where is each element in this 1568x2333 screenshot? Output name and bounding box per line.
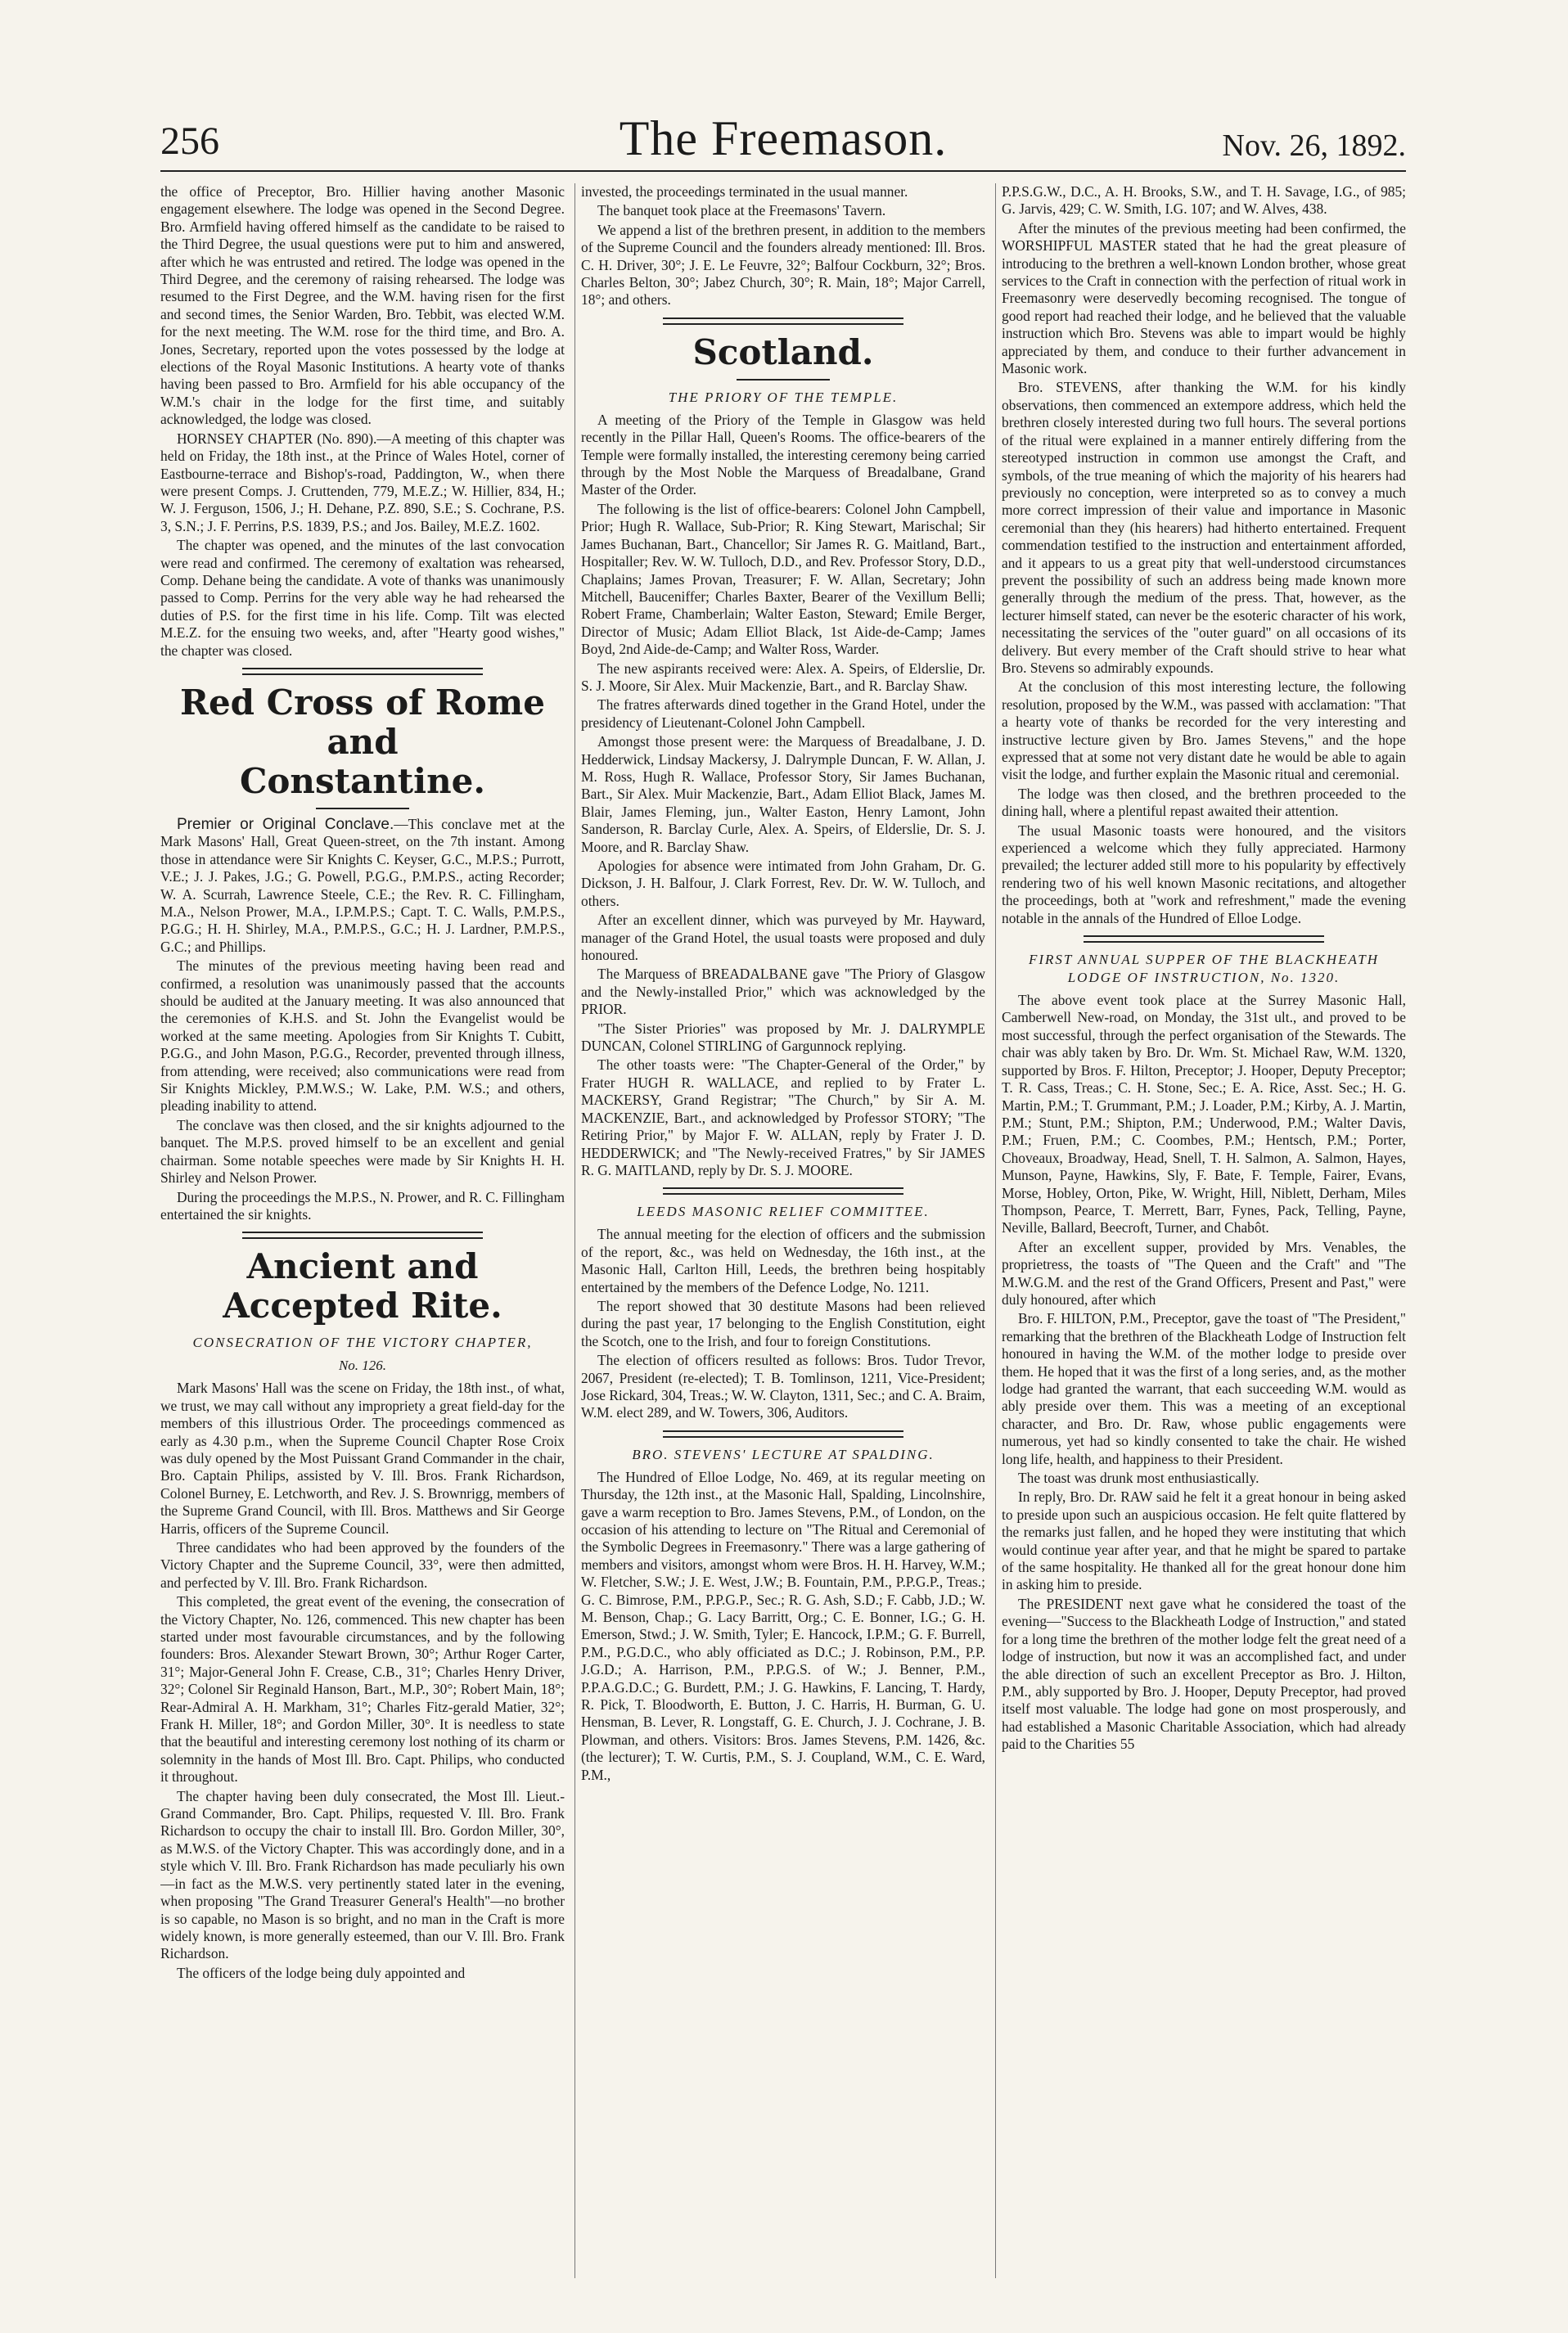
paragraph: The Marquess of BREADALBANE gave "The Priory of Glasgow and the Newly-installed Prior," which was acknowledged by the PRIOR. bbox=[581, 966, 985, 1018]
paragraph: Apologies for absence were intimated from John Graham, Dr. G. Dickson, J. H. Balfour, J. Clark Forrest, Rev. Dr. W. W. Tulloch, and others. bbox=[581, 858, 985, 909]
paragraph: The minutes of the previous meeting having been read and confirmed, a resolution was unanimously passed that the accounts should be audited at the January meeting. It was also announced that the ceremonies of K.H.S. and St. John the Evangelist would be worked at the same meeting. Apologies from Sir Knights T. Cubitt, P.G.G., and John Mason, P.G.G., Recorder, prevented through illness, from attending, were received; also communications were read from Sir Knights Mickley, P.M.W.S.; W. Lake, P.M. W.S.; and others, pleading inability to attend. bbox=[160, 957, 565, 1115]
paragraph: Bro. STEVENS, after thanking the W.M. for his kindly observations, then commenced an extempore address, which held the brethren closely interested during two full hours. The several portions of the ritual were explained in a manner entirely differing from the stereotyped instruction in common use amongst the Craft, and symbols, of the true meaning of which the majority of his hearers had previously no conception, were interpreted so as to convey a much more correct impression of their value and importance in Masonic ceremonial than they (his hearers) had hitherto entertained. Frequent commendation testified to the instruction and entertainment afforded, and it appears to us a great pity that well-understood circumstances prevent the possibility of such an address being made known more generally through the medium of the press. That, however, as the lecturer himself stated, can never be the esoteric character of his work, necessitating the services of the "outer guard" on all occasions of its delivery. But every member of the Craft should strive to hear what Bro. Stevens so admirably expounds. bbox=[1002, 379, 1406, 676]
paragraph: During the proceedings the M.P.S., N. Prower, and R. C. Fillingham entertained the sir knights. bbox=[160, 1188, 565, 1223]
column-rule-left bbox=[574, 183, 575, 2278]
section-divider bbox=[242, 1232, 483, 1239]
section-divider bbox=[663, 1187, 903, 1195]
subheading-line: LODGE OF INSTRUCTION, No. 1320. bbox=[1067, 970, 1340, 986]
paragraph: The report showed that 30 destitute Masons had been relieved during the past year, 17 belonging to the English Constitution, eight the Scotch, one to the Irish, and four to foreign Constitutions. bbox=[581, 1297, 985, 1349]
subheading: CONSECRATION OF THE VICTORY CHAPTER, bbox=[192, 1335, 533, 1351]
paragraph: HORNSEY CHAPTER (No. 890).—A meeting of this chapter was held on Friday, the 18th inst., at the Prince of Wales Hotel, corner of Eastbourne-terrace and Bishop's-road, Paddington, W., when there were present Comps. J. Cruttenden, 779, M.E.Z.; W. Hillier, 834, H.; W. J. Ferguson, 1506, J.; H. Dehane, P.Z. 890, S.E.; S. Cochrane, P.S. 3, S.N.; J. F. Perrins, P.S. 1839, P.S.; and Jos. Bailey, M.E.Z. 1602. bbox=[160, 430, 565, 534]
paragraph: Mark Masons' Hall was the scene on Friday, the 18th inst., of what, we trust, we may call without any impropriety a great field-day for the members of this illustrious Order. The proceedings commenced as early as 4.30 p.m., when the Supreme Council Chapter Rose Croix was duly opened by the Most Puissant Grand Commander in the chair, Bro. Captain Philips, assisted by V. Ill. Bros. Frank Richardson, Colonel Burney, E. Letchworth, and Rev. J. S. Brownrigg, members of the Supreme Grand Council, with Ill. Bros. Matthews and Sir George Harris, officers of the Supreme Council. bbox=[160, 1380, 565, 1537]
page-number: 256 bbox=[160, 119, 219, 163]
paragraph: The annual meeting for the election of officers and the submission of the report, &c., was held on Wednesday, the 16th inst., at the Masonic Hall, Carlton Hill, Leeds, the brethren being hospitably entertained by the members of the Defence Lodge, No. 1211. bbox=[581, 1226, 985, 1295]
heading-line: Red Cross of Rome and bbox=[180, 682, 545, 762]
subheading: LEEDS MASONIC RELIEF COMMITTEE. bbox=[637, 1204, 930, 1220]
lead-in: Premier or Original Conclave. bbox=[177, 815, 394, 833]
masthead bbox=[160, 105, 1406, 172]
column-rule-right bbox=[995, 183, 996, 2278]
paragraph: The election of officers resulted as follows: Bros. Tudor Trevor, 2067, President (re-elected); T. B. Tomlinson, 1211, Vice-President; Jose Rickard, 304, Treas.; W. W. Clayton, 1311, Sec.; and C. A. Braim, W.M. elect 289, and W. Towers, 306, Auditors. bbox=[581, 1352, 985, 1421]
short-rule bbox=[316, 808, 409, 809]
paragraph: In reply, Bro. Dr. RAW said he felt it a great honour in being asked to preside upon such an auspicious occasion. He felt quite flattered by the remarks just fallen, and he hoped they were instituting that which would continue year after year, and that he might be spared to partake of the same hospitality. He thanked all for the great honour done him in asking him to preside. bbox=[1002, 1489, 1406, 1593]
paragraph: The Hundred of Elloe Lodge, No. 469, at its regular meeting on Thursday, the 12th inst., at the Masonic Hall, Spalding, Lincolnshire, gave a warm reception to Bro. James Stevens, P.M., of London, on the occasion of his attending to lecture on "The Ritual and Ceremonial of the Symbolic Degrees in Freemasonry." There was a large gathering of members and visitors, amongst whom were Bros. H. H. Harvey, W.M.; W. Fletcher, S.W.; J. E. West, J.W.; B. Fountain, P.M., P.P.G.P., Treas.; G. C. Bimrose, P.M., P.P.G.P., Sec.; R. G. Ash, S.D.; F. Cabb, J.D.; W. M. Benson, Chap.; G. Lacy Barritt, Org.; C. E. Bonner, I.G.; G. H. Emerson, Stwd.; J. W. Smith, Tyler; E. Hancock, I.P.M.; G. F. Burrell, P.M., P.G.D.C., who ably officiated as D.C.; J. Robinson, P.M., P.P. J.G.D.; A. Harrison, P.M., P.P.G.S. of W.; J. Benner, P.M., P.P.A.G.D.C.; G. Burdett, P.M.; J. G. Hawkins, F. Lancing, T. Hardy, R. Pick, T. Bloodworth, E. Button, J. C. Harris, H. Burman, G. U. Hensman, B. Lever, R. Longstaff, G. E. Church, J. J. Cochrane, J. B. Plowman, and others. Visitors: Bros. James Stevens, P.M. 1426, &c. (the lecturer); T. W. Curtis, P.M., S. J. Coupland, W.M., C. E. Ward, P.M., bbox=[581, 1468, 985, 1783]
paragraph: The above event took place at the Surrey Masonic Hall, Camberwell New-road, on Monday, the 31st ult., and proved to be most successful, through the perfect organisation of the Stewards. The chair was ably taken by Bro. Dr. Wm. St. Michael Raw, W.M. 1320, supported by Bros. F. Hilton, Preceptor; J. Hooper, Deputy Preceptor; T. R. Cass, Treas.; C. H. Stone, Sec.; E. A. Rice, Asst. Sec.; H. G. Martin, P.M.; T. Grummant, P.M.; J. Loader, P.M.; Kirby, A. J. Martin, P.M.; Stunt, P.M.; Shipton, P.M.; Underwood, P.M.; Walter Davis, P.M.; Fruen, P.M.; C. Coombes, P.M.; Hentsch, P.M.; Porter, Choveaux, Broadway, Head, Snell, T. H. Salmon, A. Salmon, Hayes, Munson, Payne, Hawkins, Sly, F. Bate, F. Temple, Fairer, Evans, Morse, Hobley, Orton, Pike, W. Wright, Hill, Niblett, Derham, Miles Thompson, Pearce, T. Merrett, Barr, Fynes, Pack, Telling, Payne, Neville, Ballard, Beecroft, Turner, and Chabôt. bbox=[1002, 992, 1406, 1236]
heading-line: Constantine. bbox=[239, 760, 485, 801]
paragraph: the office of Preceptor, Bro. Hillier having another Masonic engagement elsewhere. The lodge was opened in the Second Degree. Bro. Armfield having offered himself as the candidate to be raised to the Third Degree, the usual questions were put to him and answered, after which he was entrusted and retired. The lodge was opened in the Third Degree, and the ceremony of raising rehearsed. The lodge was resumed to the First Degree, and the W.M. having risen for the first and second times, the Senior Warden, Bro. Tebbit, was elected W.M. for the next meeting. The W.M. rose for the third time, and Bro. A. Jones, Secretary, reported upon the votes possessed by the lodge at elections of the Royal Masonic Institutions. A hearty vote of thanks having been passed to Bro. Armfield for his able occupancy of the W.M.'s chair in the lodge for the first time, and suitably acknowledged, the lodge was closed. bbox=[160, 183, 565, 428]
paragraph: The conclave was then closed, and the sir knights adjourned to the banquet. The M.P.S. proved himself to be an excellent and genial chairman. Some notable speeches were made by Sir Knights H. H. Shirley and Nelson Prower. bbox=[160, 1116, 565, 1187]
paragraph: Amongst those present were: the Marquess of Breadalbane, J. D. Hedderwick, Lindsay Mackersy, J. Dalrymple Duncan, F. W. Allan, J. M. Ross, Hugh R. Wallace, Professor Story, Sir James Buchanan, Bart., Sir Alex. Muir Mackenzie, Bart., Adam Elliot Black, James M. Blair, James Fleming, jun., Walter Easton, Henry Lamont, John Sanderson, R. Barclay Curle, Alex. A. Speirs, of Elderslie, Dr. S. J. Moore, and R. Barclay Shaw. bbox=[581, 733, 985, 855]
paragraph: This completed, the great event of the evening, the consecration of the Victory Chapter, No. 126, commenced. This new chapter has been started under most favourable circumstances, and by the following founders: Bros. Alexander Stewart Brown, 30°; Arthur Roger Carter, 31°; Major-General John F. Crease, C.B., 31°; Charles Henry Driver, 32°; Colonel Sir Reginald Hanson, Bart., M.P., 30°; Robert Main, 18°; Rear-Admiral A. H. Markham, 31°; Charles Fitz-gerald Matier, 32°; Frank H. Miller, 18°; and Gordon Miller, 30°. It is needless to state that the beautiful and interesting ceremony lost nothing of its charm or solemnity in the hands of Most Ill. Bro. Capt. Philips, who conducted it throughout. bbox=[160, 1593, 565, 1786]
column-2 bbox=[581, 183, 985, 2295]
paragraph: P.P.S.G.W., D.C., A. H. Brooks, S.W., and T. H. Savage, I.G., of 985; G. Jarvis, 429; C. W. Smith, I.G. 107; and W. Alves, 438. bbox=[1002, 183, 1406, 218]
paragraph: The banquet took place at the Freemasons' Tavern. bbox=[597, 202, 886, 219]
paragraph: invested, the proceedings terminated in the usual manner. bbox=[581, 183, 908, 200]
paragraph: The new aspirants received were: Alex. A. Speirs, of Elderslie, Dr. S. J. Moore, Sir Alex. Muir Mackenzie, Bart., and R. Barclay Shaw. bbox=[581, 660, 985, 694]
paragraph: The other toasts were: "The Chapter-General of the Order," by Frater HUGH R. WALLACE, and replied to by Frater L. MACKERSY, Grand Registrar; "The Church," by Sir A. M. MACKENZIE, Bart., and acknowledged by Professor STORY; "The Retiring Prior," by Major F. W. ALLAN, reply by Frater J. D. HEDDERWICK; and "The Newly-received Fratres," by Sir JAMES R. G. MAITLAND, reply by Dr. S. J. MOORE. bbox=[581, 1056, 985, 1178]
paragraph: After an excellent dinner, which was purveyed by Mr. Hayward, manager of the Grand Hotel, the usual toasts were proposed and duly honoured. bbox=[581, 912, 985, 964]
paragraph: The toast was drunk most enthusiastically. bbox=[1018, 1470, 1259, 1487]
newspaper-title: The Freemason. bbox=[619, 111, 948, 165]
subheading-number: No. 126. bbox=[338, 1358, 387, 1374]
paragraph: Three candidates who had been approved by the founders of the Victory Chapter and the Supreme Council, 33°, were then admitted, and perfected by V. Ill. Bro. Frank Richardson. bbox=[160, 1538, 565, 1591]
paragraph: The following is the list of office-bearers: Colonel John Campbell, Prior; Hugh R. Wallace, Sub-Prior; R. King Stewart, Marischal; Sir James Buchanan, Bart., Chancellor; Sir James R. G. Maitland, Bart., Hospitaller; Rev. W. W. Tulloch, D.D., and Rev. Professor Story, D.D., Chaplains; James Provan, Treasurer; F. W. Allan, Secretary; John Mitchell, Bauceniffer; Charles Baxter, Bearer of the Vexillum Belli; Robert Frame, Chamberlain; Walter Easton, Steward; Emile Berger, Director of Music; Adam Elliot Black, 1st Aide-de-Camp; James Boyd, 2nd Aide-de-Camp; and Walter Ross, Warder. bbox=[581, 500, 985, 658]
section-divider bbox=[242, 668, 483, 675]
subheading-line: FIRST ANNUAL SUPPER OF THE BLACKHEATH bbox=[1028, 952, 1380, 968]
section-heading-scotland: Scotland. bbox=[692, 331, 874, 372]
subheading: THE PRIORY OF THE TEMPLE. bbox=[668, 389, 899, 405]
section-divider bbox=[663, 318, 903, 325]
subheading bbox=[1002, 951, 1406, 987]
paragraph: We append a list of the brethren present, in addition to the members of the Supreme Council and the founders already mentioned: Ill. Bros. C. H. Driver, 30°; J. E. Le Feuvre, 32°; Balfour Cockburn, 32°; Bros. Charles Belton, 30°; Jabez Church, 30°; R. Main, 18°; Major Carrell, 18°; and others. bbox=[581, 221, 985, 309]
section-divider bbox=[1084, 935, 1324, 943]
paragraph: Bro. F. HILTON, P.M., Preceptor, gave the toast of "The President," remarking that the brethren of the Blackheath Lodge of Instruction felt honoured in having the W.M. of the mother lodge to preside over them. He hoped that it was the first of a long series, and, as the mother lodge had granted the warrant, that each succeeding W.M. would as ably preside over them. This was a meeting of an exceptional character, and Bro. Dr. Raw, whose public engagements were numerous, yet had so kindly consented to take the chair. He wished long life, health, and happiness to their President. bbox=[1002, 1310, 1406, 1467]
paragraph: After an excellent supper, provided by Mrs. Venables, the proprietress, the toasts of "The Queen and the Craft" and "The M.W.G.M. and the rest of the Grand Officers, Present and Past," were duly honoured, after which bbox=[1002, 1238, 1406, 1308]
subheading: BRO. STEVENS' LECTURE AT SPALDING. bbox=[632, 1446, 935, 1462]
column-3 bbox=[1002, 183, 1406, 2295]
section-heading-ancient-rite: Ancient and Accepted Rite. bbox=[223, 1246, 502, 1326]
paragraph: After the minutes of the previous meeting had been confirmed, the WORSHIPFUL MASTER stated that he had the great pleasure of introducing to the brethren a well-known London brother, whose great services to the Craft in connection with the perfection of ritual work in Freemasonry were deservedly becoming recognised. The tongue of good report had reached their lodge, and he believed that the valuable instruction which Bro. Stevens was able to impart would be highly appreciated by them, and conduce to their further advancement in Masonic work. bbox=[1002, 219, 1406, 377]
short-rule bbox=[737, 379, 830, 381]
paragraph-text: —This conclave met at the Mark Masons' Hall, Great Queen-street, on the 7th instant. Among those in attendance were Sir Knights C. Keyser, G.C., M.P.S.; Purrott, V.E.; J. J. Pakes, J.G.; G. Powell, P.G.G., P.M.P.S., acting Recorder; W. A. Scurrah, Lawrence Steele, C.E.; the Rev. R. C. Fillingham, M.A., Nelson Prower, M.A., I.P.M.P.S.; Capt. T. C. Walls, P.M.P.S., P.G.G.; H. H. Shirley, M.A., P.M.P.S., G.C.; H. J. Lardner, P.M.P.S., G.C.; and Phillips. bbox=[160, 815, 565, 955]
paragraph: The usual Masonic toasts were honoured, and the visitors experienced a welcome which they fully appreciated. Harmony prevailed; the lecturer added still more to his popularity by effectively rendering two of his well known Masonic recitations, and altogether the proceedings, both at "work and refreshment," made the evening notable in the annals of the Hundred of Elloe Lodge. bbox=[1002, 822, 1406, 926]
paragraph: The lodge was then closed, and the brethren proceeded to the dining hall, where a plentiful repast awaited their attention. bbox=[1002, 785, 1406, 820]
paragraph: "The Sister Priories" was proposed by Mr. J. DALRYMPLE DUNCAN, Colonel STIRLING of Gargunnock replying. bbox=[581, 1020, 985, 1055]
paragraph: The fratres afterwards dined together in the Grand Hotel, under the presidency of Lieutenant-Colonel John Campbell. bbox=[581, 696, 985, 731]
paragraph: A meeting of the Priory of the Temple in Glasgow was held recently in the Pillar Hall, Queen's Rooms. The office-bearers of the Temple were formally installed, the interesting ceremony being carried through by the Most Noble the Marquess of Breadalbane, Grand Master of the Order. bbox=[581, 411, 985, 498]
paragraph: The PRESIDENT next gave what he considered the toast of the evening—"Success to the Blackheath Lodge of Instruction," and stated for a long time the brethren of the mother lodge felt the great need of a lodge of instruction, but now it was an accomplished fact, and under the able direction of such an excellent Preceptor as Bro. J. Hilton, P.M., ably supported by Bro. J. Hooper, Deputy Preceptor, had proved itself most valuable. The lodge had gone on most prosperously, and had established a Masonic Charitable Association, which had already paid to the Charities 55 bbox=[1002, 1595, 1406, 1753]
paragraph bbox=[160, 816, 565, 956]
column-1 bbox=[160, 183, 565, 2295]
paragraph: The chapter was opened, and the minutes of the last convocation were read and confirmed. The ceremony of exaltation was rehearsed, Comp. Dehane being the candidate. A vote of thanks was unanimously passed to Comp. Perrins for the very able way he had rehearsed the duties of P.S. for the first time in his life. Comp. Tilt was elected M.E.Z. for the ensuing two weeks, and, after "Hearty good wishes," the chapter was closed. bbox=[160, 537, 565, 659]
section-heading-red-cross bbox=[160, 683, 565, 801]
issue-date: Nov. 26, 1892. bbox=[1222, 128, 1406, 163]
paragraph: At the conclusion of this most interesting lecture, the following resolution, proposed by the W.M., was passed with acclamation: "That a hearty vote of thanks be recorded for the very interesting and instructive lecture given by Bro. James Stevens," and the hope expressed that at some not very distant date he would be able to again visit the lodge, and further explain the Masonic ritual and ceremonial. bbox=[1002, 678, 1406, 783]
paragraph: The chapter having been duly consecrated, the Most Ill. Lieut.-Grand Commander, Bro. Capt. Philips, requested V. Ill. Bro. Frank Richardson to occupy the chair to install Ill. Bro. Gordon Miller, 30°, as M.W.S. of the Victory Chapter. This was accordingly done, and in a style which V. Ill. Bro. Frank Richardson has made peculiarly his own—in fact as the M.W.S. very pertinently stated later in the evening, when proposing "The Grand Treasurer General's Health"—no brother is so capable, no Mason is so bright, and no man in the Craft is more widely known, is more generally esteemed, than our V. Ill. Bro. Frank Richardson. bbox=[160, 1787, 565, 1962]
paragraph: The officers of the lodge being duly appointed and bbox=[177, 1964, 466, 1981]
section-divider bbox=[663, 1430, 903, 1438]
